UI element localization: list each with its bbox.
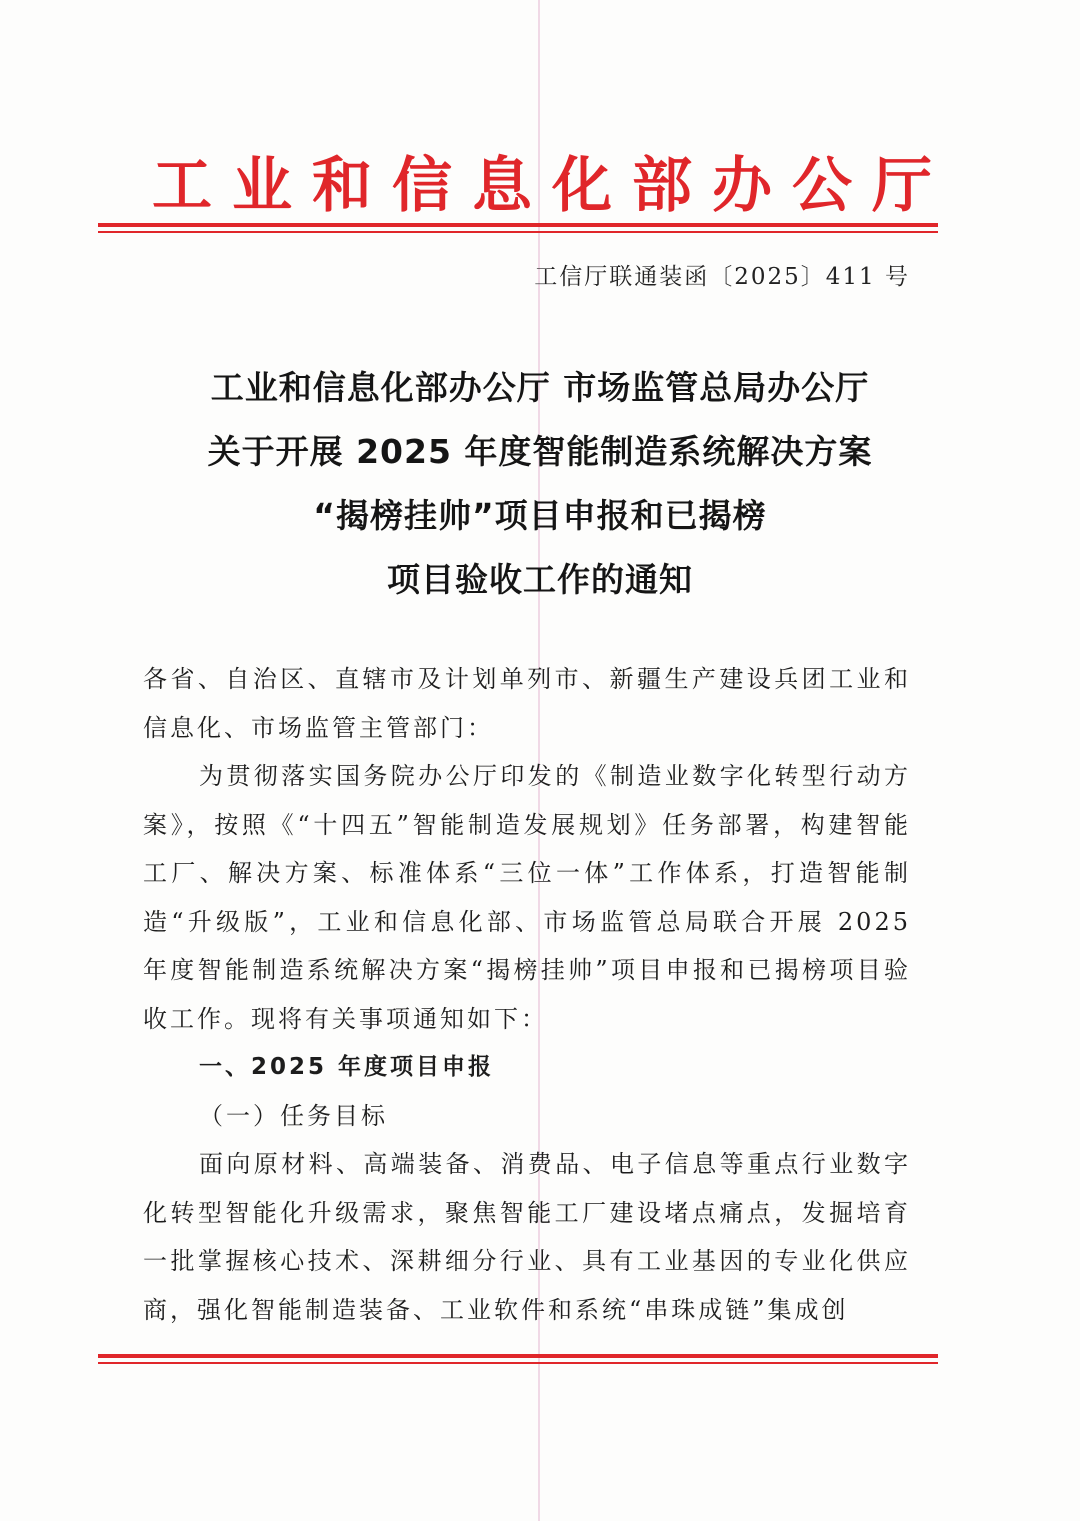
footer-red-rule-thick [98, 1354, 938, 1358]
subsection-paragraph: 面向原材料、高端装备、消费品、电子信息等重点行业数字化转型智能化升级需求，聚焦智能工厂建设堵点痛点，发掘培育一批掌握核心技术、深耕细分行业、具有工业基因的专业化供应商，强化智能制造装备、工业软件和系统“串珠成链”集成创 [143, 1150, 911, 1324]
title-line: 项目验收工作的通知 [387, 560, 693, 599]
title-line: 工业和信息化部办公厅 市场监管总局办公厅 [210, 368, 870, 407]
document-title [0, 356, 1080, 612]
addressee-paragraph: 各省、自治区、直辖市及计划单列市、新疆生产建设兵团工业和信息化、市场监管主管部门： [143, 665, 911, 742]
issuer-header: 工业和信息化部办公厅 [152, 151, 952, 221]
header-red-rule-thin [98, 231, 938, 233]
footer-red-rule-thin [98, 1362, 938, 1364]
section-heading: 一、2025 年度项目申报 [199, 1054, 495, 1080]
document-number: 工信厅联通装函〔2025〕411 号 [534, 264, 910, 290]
document-body [143, 655, 911, 1334]
intro-paragraph: 为贯彻落实国务院办公厅印发的《制造业数字化转型行动方案》，按照《“十四五”智能制造发展规划》任务部署，构建智能工厂、解决方案、标准体系“三位一体”工作体系，打造智能制造“升级版”，工业和信息化部、市场监管总局联合开展 2025 年度智能制造系统解决方案“揭榜挂帅”项目申报和已揭榜项目验收工作。现将有关事项通知如下： [143, 762, 911, 1033]
subsection-heading: （一）任务目标 [199, 1101, 388, 1130]
title-line: “揭榜挂帅”项目申报和已揭榜 [313, 496, 767, 535]
header-red-rule-thick [98, 223, 938, 227]
title-line: 关于开展 2025 年度智能制造系统解决方案 [207, 432, 873, 471]
